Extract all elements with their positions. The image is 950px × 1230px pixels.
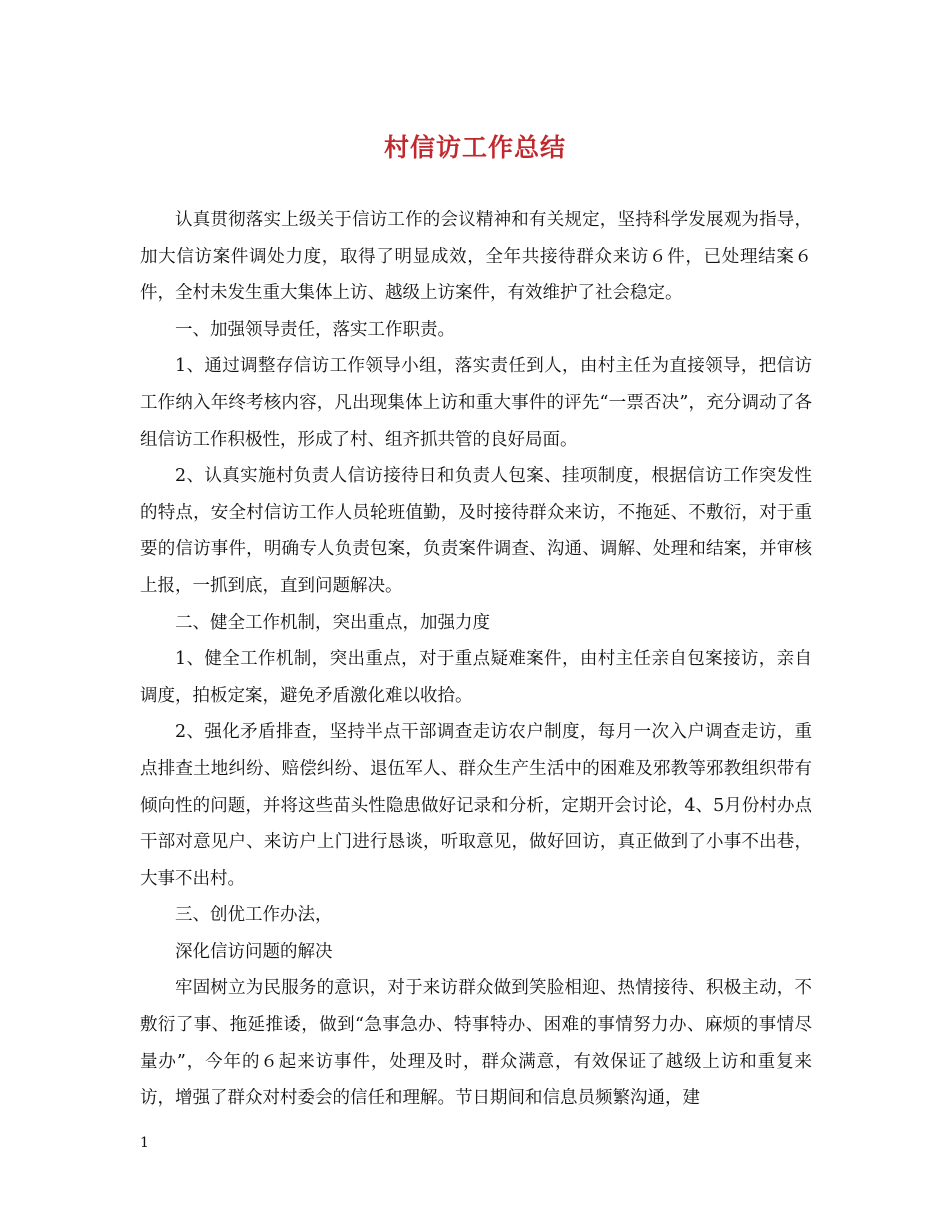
- section-heading-3: 三、创优工作办法，: [175, 905, 333, 926]
- paragraph-1-2: 2、认真实施村负责人信访接待日和负责人包案、挂项制度，根据信访工作突发性的特点，安全村信访工作人员轮班值勤，及时接待群众来访，不拖延、不敷衍，对于重要的信访事件，明确专人负责包案，负责案件调查、沟通、调解、处理和结案，并审核上报，一抓到底，直到问题解决。: [140, 466, 812, 596]
- paragraph-1-1: 1、通过调整存信访工作领导小组，落实责任到人，由村主任为直接领导，把信访工作纳入年终考核内容，凡出现集体上访和重大事件的评先“一票否决”，充分调动了各组信访工作积极性，形成了村、组齐抓共管的良好局面。: [140, 356, 812, 450]
- section-heading-2: 二、健全工作机制，突出重点，加强力度: [175, 612, 490, 633]
- paragraph-2-2: 2、强化矛盾排查，坚持半点干部调查走访农户制度，每月一次入户调查走访，重点排查土地纠纷、赔偿纠纷、退伍军人、群众生产生活中的困难及邪教等邪教组织带有倾向性的问题，并将这些苗头性隐患做好记录和分析，定期开会讨论，4、5月份村办点干部对意见户、来访户上门进行恳谈，听取意见，做好回访，真正做到了小事不出巷，大事不出村。: [140, 722, 812, 889]
- section-heading-1: 一、加强领导责任，落实工作职责。: [175, 319, 455, 340]
- section-subheading-3: 深化信访问题的解决: [175, 941, 333, 962]
- page-number: 1: [140, 1135, 149, 1151]
- paragraph-intro: 认真贯彻落实上级关于信访工作的会议精神和有关规定，坚持科学发展观为指导，加大信访案件调处力度，取得了明显成效，全年共接待群众来访６件，已处理结案６件，全村未发生重大集体上访、越级上访案件，有效维护了社会稳定。: [140, 210, 812, 304]
- document-body: [140, 202, 812, 1117]
- document-title: 村信访工作总结: [383, 133, 566, 162]
- paragraph-2-1: 1、健全工作机制，突出重点，对于重点疑难案件，由村主任亲自包案接访，亲自调度，拍板定案，避免矛盾激化难以收拾。: [140, 649, 812, 706]
- paragraph-3-1: 牢固树立为民服务的意识，对于来访群众做到笑脸相迎、热情接待、积极主动，不敷衍了事、拖延推诿，做到“急事急办、特事特办、困难的事情努力办、麻烦的事情尽量办”，今年的６起来访事件，处理及时，群众满意，有效保证了越级上访和重复来访，增强了群众对村委会的信任和理解。节日期间和信息员频繁沟通，建: [140, 978, 812, 1109]
